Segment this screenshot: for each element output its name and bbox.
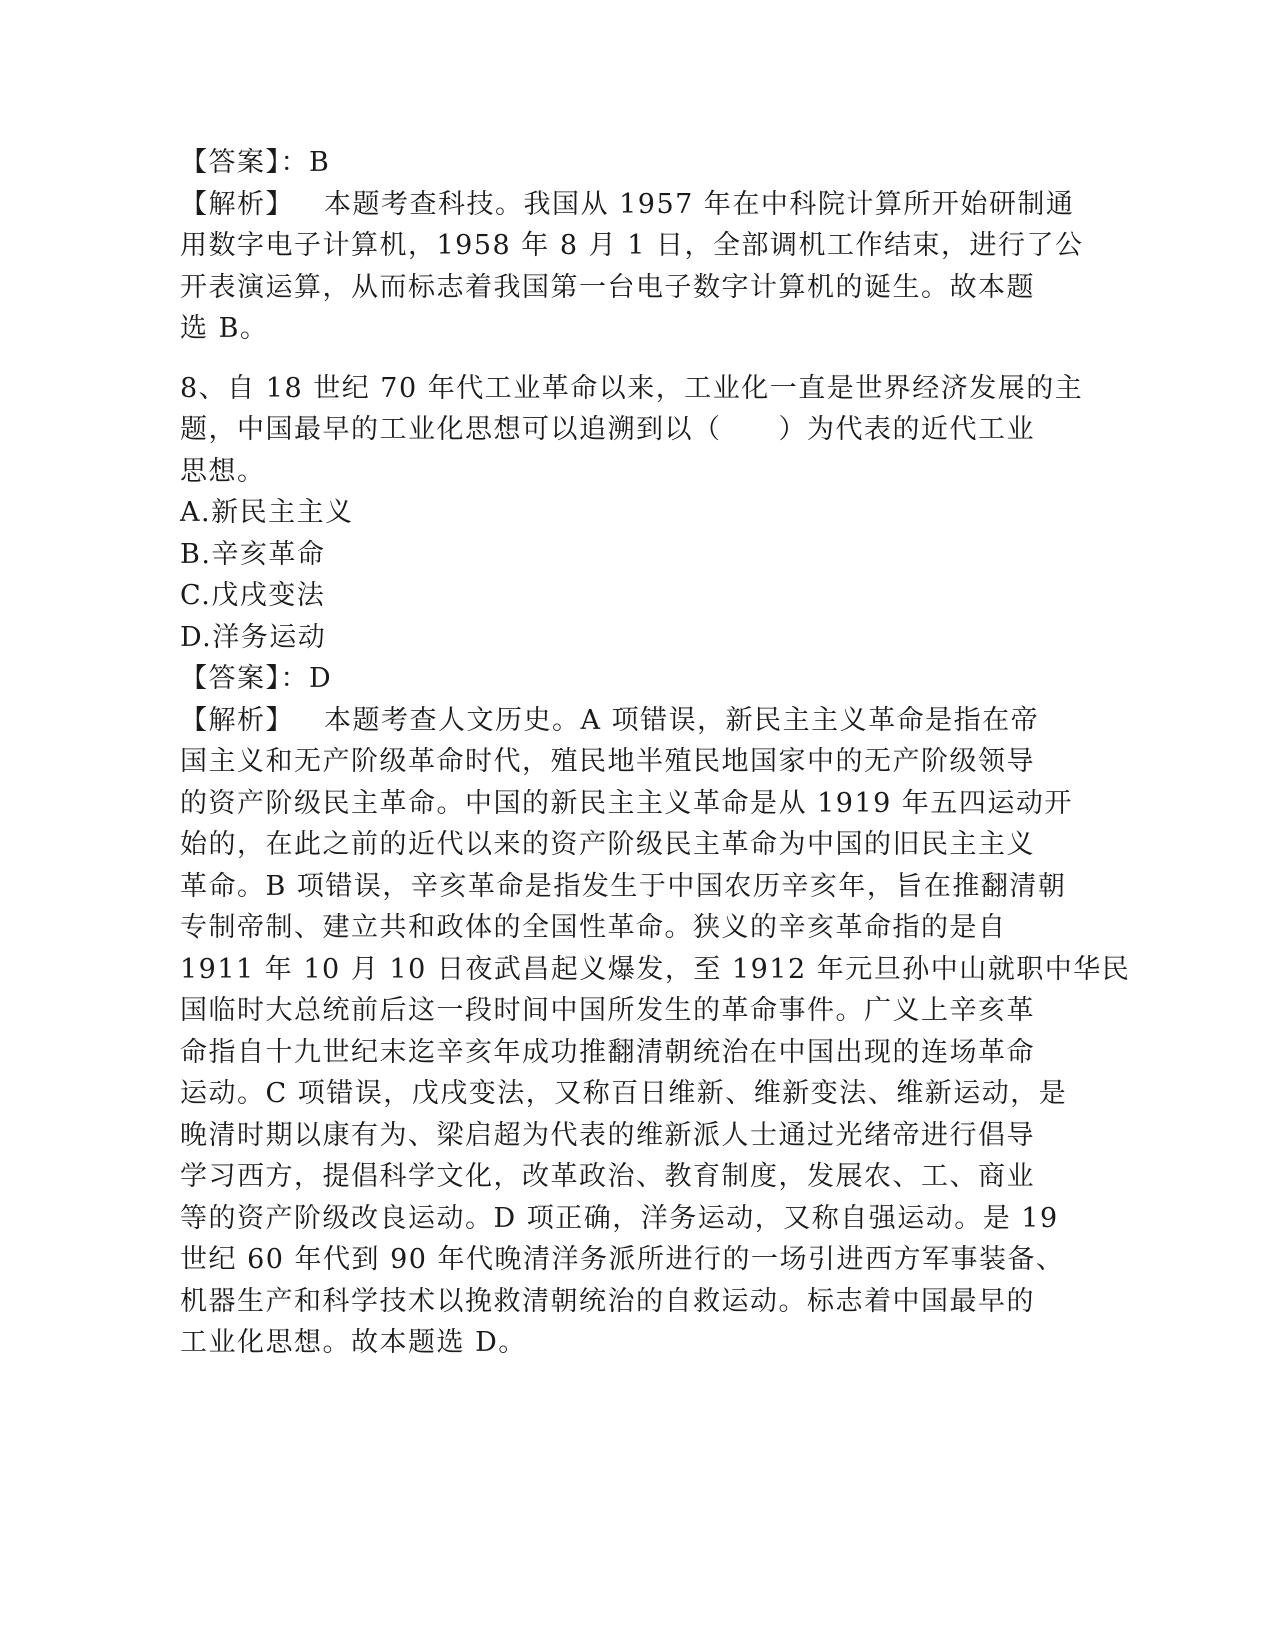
- analysis-text: 世纪 60 年代到 90 年代晚清洋务派所进行的一场引进西方军事装备、: [180, 1244, 1065, 1275]
- analysis-line: [180, 700, 1040, 742]
- analysis-text: 选 B。: [180, 313, 269, 344]
- analysis-text: 专制帝制、建立共和政体的全国性革命。狭义的辛亥革命指的是自: [180, 912, 1007, 943]
- analysis-text: 国临时大总统前后这一段时间中国所发生的革命事件。广义上辛亥革: [180, 995, 1035, 1026]
- analysis-text: 1911 年 10 月 10 日夜武昌起义爆发，至 1912 年元旦孙中山就职中华民: [180, 953, 1131, 985]
- analysis-text: 用数字电子计算机，1958 年 8 月 1 日，全部调机工作结束，进行了公: [180, 230, 1084, 261]
- option-c: C.戊戌变法: [180, 580, 326, 611]
- analysis-text: 的资产阶级民主革命。中国的新民主主义革命是从 1919 年五四运动开: [180, 787, 1073, 819]
- answer-block-q7: [180, 142, 1084, 350]
- analysis-label: 【解析】: [180, 188, 294, 220]
- option-d: D.洋务运动: [180, 621, 327, 653]
- analysis-text: 开表演运算，从而标志着我国第一台电子数字计算机的诞生。故本题: [180, 271, 1035, 303]
- question-8: [180, 368, 1131, 1364]
- question-stem: 题，中国最早的工业化思想可以追溯到以（ ）为代表的近代工业: [180, 414, 1035, 445]
- question-stem: 8、自 18 世纪 70 年代工业革命以来，工业化一直是世界经济发展的主: [180, 372, 1084, 404]
- analysis-text: 始的，在此之前的近代以来的资产阶级民主革命为中国的旧民主主义: [180, 829, 1035, 860]
- analysis-text: 机器生产和科学技术以挽救清朝统治的自救运动。标志着中国最早的: [180, 1285, 1035, 1317]
- document-page: [180, 142, 1131, 1364]
- analysis-text: 学习西方，提倡科学文化，改革政治、教育制度，发展农、工、商业: [180, 1161, 1035, 1192]
- analysis-text: 工业化思想。故本题选 D。: [180, 1327, 527, 1358]
- analysis-text: 国主义和无产阶级革命时代，殖民地半殖民地国家中的无产阶级领导: [180, 746, 1035, 777]
- spacer: [180, 350, 1040, 368]
- analysis-label: 【解析】: [180, 704, 294, 736]
- analysis-text: 本题考查科技。我国从 1957 年在中科院计算所开始研制通: [324, 188, 1075, 220]
- analysis-line: [180, 184, 1075, 226]
- analysis-text: 晚清时期以康有为、梁启超为代表的维新派人士通过光绪帝进行倡导: [180, 1119, 1035, 1151]
- analysis-text: 本题考查人文历史。A 项错误，新民主主义革命是指在帝: [324, 704, 1040, 736]
- option-a: A.新民主主义: [180, 497, 354, 528]
- option-b: B.辛亥革命: [180, 538, 326, 570]
- answer-line: 【答案】：B: [180, 147, 331, 178]
- analysis-text: 等的资产阶级改良运动。D 项正确，洋务运动，又称自强运动。是 19: [180, 1202, 1059, 1234]
- answer-line: 【答案】：D: [180, 663, 333, 694]
- analysis-text: 运动。C 项错误，戊戌变法，又称百日维新、维新变法、维新运动，是: [180, 1078, 1068, 1109]
- analysis-text: 命指自十九世纪末迄辛亥年成功推翻清朝统治在中国出现的连场革命: [180, 1036, 1035, 1068]
- question-stem: 思想。: [180, 455, 266, 487]
- analysis-text: 革命。B 项错误，辛亥革命是指发生于中国农历辛亥年，旨在推翻清朝: [180, 870, 1067, 902]
